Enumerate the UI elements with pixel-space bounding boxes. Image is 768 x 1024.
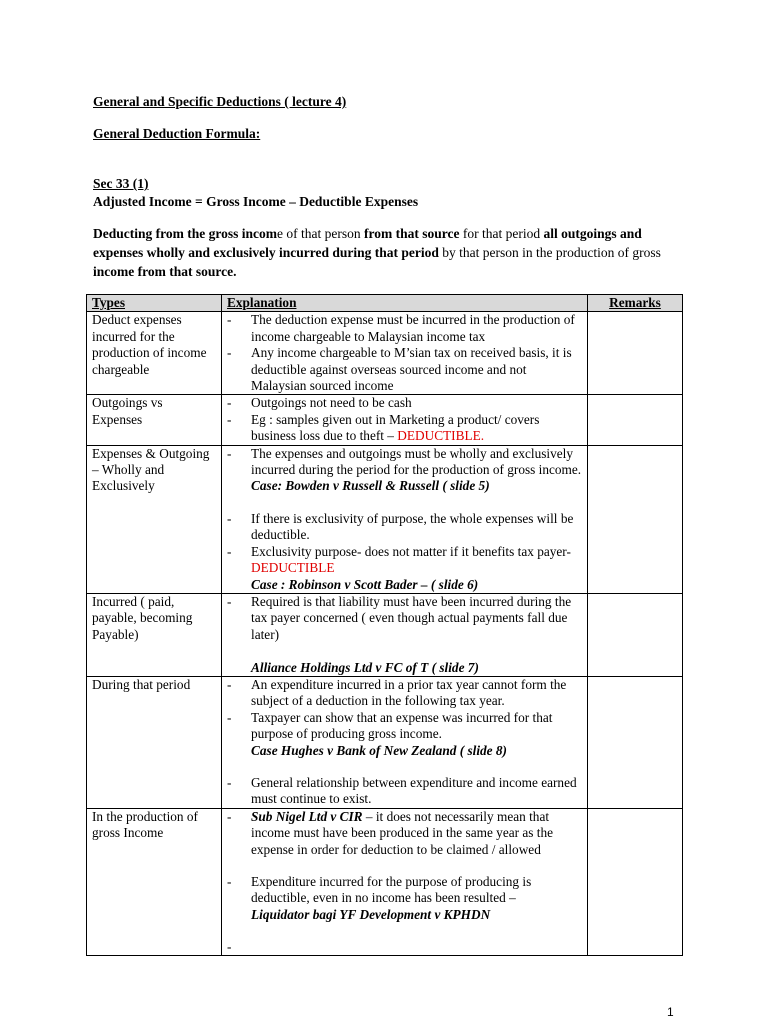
remarks-cell: [588, 395, 683, 445]
explanation-item: - The expenses and outgoings must be wholly and exclusively incurred during the period for the production of gross income. Case: Bowden v Russell & Russell ( slide 5): [227, 446, 582, 495]
explanation-item-empty: [227, 939, 582, 955]
header-remarks: Remarks: [588, 295, 683, 312]
type-cell: Incurred ( paid, payable, becoming Payable): [87, 593, 222, 676]
type-cell: Expenses & Outgoing – Wholly and Exclusively: [87, 445, 222, 593]
table-header-row: [87, 295, 683, 312]
explanation-item: - Taxpayer can show that an expense was incurred for that purpose of producing gross income. Case Hughes v Bank of New Zealand ( slide 8): [227, 710, 582, 759]
explanation-item: - Eg : samples given out in Marketing a product/ covers business loss due to theft – DEDUCTIBLE.: [227, 412, 582, 445]
table-row: [87, 395, 683, 445]
deduction-formula: Adjusted Income = Gross Income – Deductible Expenses: [93, 194, 419, 209]
case-citation: Case: Bowden v Russell & Russell ( slide 5): [251, 478, 490, 494]
case-citation: Case Hughes v Bank of New Zealand ( slide 8): [251, 742, 507, 758]
remarks-cell: [588, 808, 683, 955]
table-row: [87, 445, 683, 593]
table-row: [87, 676, 683, 808]
case-citation: Sub Nigel Ltd v CIR: [251, 808, 363, 824]
type-cell: Deduct expenses incurred for the production of income chargeable: [87, 312, 222, 395]
remarks-cell: [588, 445, 683, 593]
remarks-cell: [588, 593, 683, 676]
explanation-cell: [222, 445, 588, 593]
explanation-item: - Outgoings not need to be cash: [227, 395, 582, 411]
explanation-item: - If there is exclusivity of purpose, the whole expenses will be deductible.: [227, 511, 582, 544]
explanation-cell: [222, 808, 588, 955]
type-cell: In the production of gross Income: [87, 808, 222, 955]
explanation-cell: [222, 312, 588, 395]
deductions-table: [86, 294, 683, 956]
remarks-cell: [588, 676, 683, 808]
explanation-item: - Any income chargeable to M’sian tax on received basis, it is deductible against overseas sourced income and not Malaysian sourced income: [227, 345, 582, 394]
case-citation: Case : Robinson v Scott Bader – ( slide 6): [251, 576, 479, 592]
header-explanation: Explanation: [222, 295, 588, 312]
explanation-cell: [222, 395, 588, 445]
explanation-item: - Exclusivity purpose- does not matter if it benefits tax payer- DEDUCTIBLE Case : Robinson v Scott Bader – ( slide 6): [227, 544, 582, 593]
deductible-label: DEDUCTIBLE: [251, 560, 335, 576]
formula-heading: General Deduction Formula:: [93, 126, 261, 141]
explanation-item: - General relationship between expenditure and income earned must continue to exist.: [227, 775, 582, 808]
explanation-item: - Expenditure incurred for the purpose of producing is deductible, even in no income has been resulted – Liquidator bagi YF Development v KPHDN: [227, 874, 582, 923]
table-row: [87, 593, 683, 676]
explanation-cell: [222, 676, 588, 808]
header-types: Types: [87, 295, 222, 312]
explanation-item: - The deduction expense must be incurred in the production of income chargeable to Malaysian income tax: [227, 312, 582, 345]
type-cell: Outgoings vs Expenses: [87, 395, 222, 445]
intro-paragraph: Deducting from the gross income of that person from that source for that period all outgoings and expenses wholly and exclusively incurred during that period by that person in the production of gross income from that source.: [93, 226, 661, 279]
section-reference: Sec 33 (1): [93, 176, 149, 191]
explanation-item: - Required is that liability must have been incurred during the tax payer concerned ( even though actual payments fall due later) Alliance Holdings Ltd v FC of T ( slide 7): [227, 594, 582, 676]
remarks-cell: [588, 312, 683, 395]
case-citation: Alliance Holdings Ltd v FC of T ( slide 7): [251, 659, 479, 675]
case-citation: Liquidator bagi YF Development v KPHDN: [251, 906, 491, 922]
explanation-item: - Sub Nigel Ltd v CIR – it does not necessarily mean that income must have been produced in the same year as the expense in order for deduction to be claimed / allowed: [227, 809, 582, 858]
deductible-label: DEDUCTIBLE.: [393, 428, 485, 444]
document-title: General and Specific Deductions ( lecture 4): [93, 94, 347, 109]
page-number: 1: [667, 1005, 674, 1019]
table-row: [87, 808, 683, 955]
type-cell: During that period: [87, 676, 222, 808]
table-row: [87, 312, 683, 395]
explanation-cell: [222, 593, 588, 676]
explanation-item: - An expenditure incurred in a prior tax year cannot form the subject of a deduction in the following tax year.: [227, 677, 582, 710]
